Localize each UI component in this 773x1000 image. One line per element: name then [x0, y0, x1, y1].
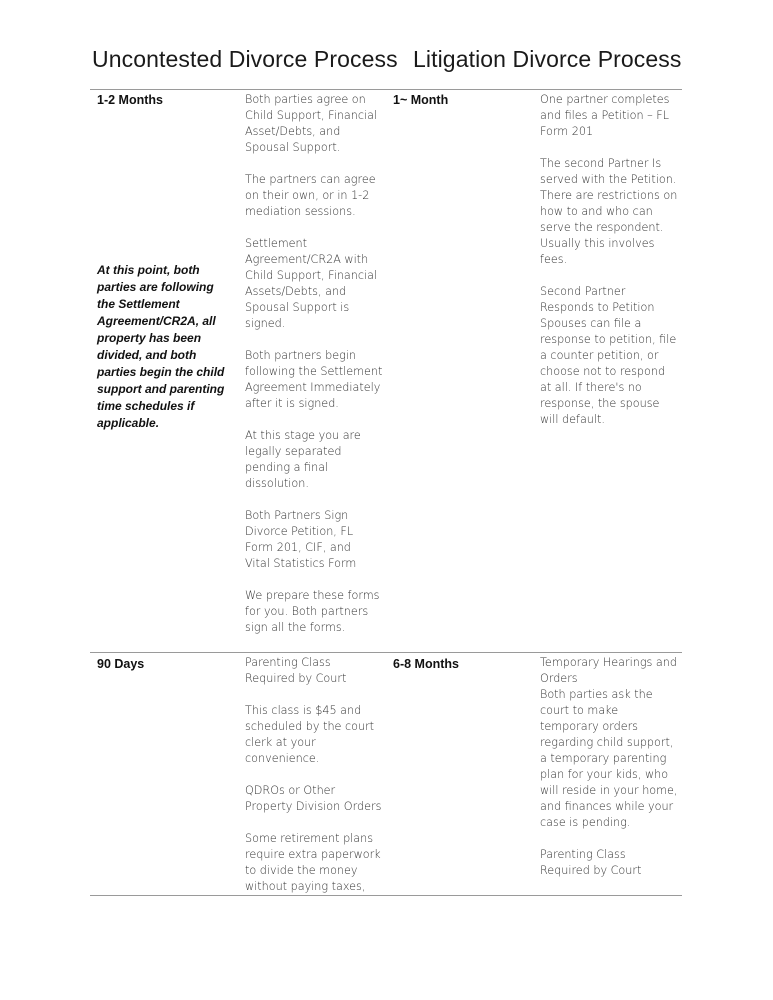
- uncontested-title: Uncontested Divorce Process: [92, 46, 398, 72]
- step-paragraph: The second Partner Is served with the Petition. There are restrictions on how to and who can serve the respondent. Usually this involves fees.: [540, 157, 678, 266]
- table-top-rule: [90, 89, 682, 90]
- uncontested-note: At this point, both parties are following the Settlement Agreement/CR2A, all property has been divided, and both parties begin the child support and parenting time schedules if applicable.: [97, 263, 225, 430]
- step-paragraph: We prepare these forms for you. Both partners sign all the forms.: [245, 589, 380, 634]
- step-paragraph: The partners can agree on their own, or in 1-2 mediation sessions.: [245, 173, 376, 218]
- uncontested-timeframe-2: 90 Days: [97, 657, 145, 671]
- step-paragraph: This class is $45 and scheduled by the court clerk at your convenience.: [245, 704, 375, 765]
- litigation-steps-1: [540, 92, 685, 428]
- litigation-steps-2: [540, 655, 685, 879]
- step-paragraph: Settlement Agreement/CR2A with Child Support, Financial Assets/Debts, and Spousal Support is signed.: [245, 237, 378, 330]
- uncontested-timeframe-1: 1-2 Months: [97, 93, 163, 107]
- step-paragraph: Both Partners Sign Divorce Petition, FL Form 201, CIF, and Vital Statistics Form: [245, 509, 357, 570]
- step-paragraph: Both partners begin following the Settlement Agreement Immediately after it is signed.: [245, 349, 383, 410]
- uncontested-steps-1: [245, 92, 390, 636]
- step-paragraph: One partner completes and files a Petition – FL Form 201: [540, 93, 670, 138]
- table-bottom-rule: [90, 895, 682, 896]
- step-paragraph: Parenting Class Required by Court: [245, 656, 347, 685]
- step-paragraph: QDROs or Other Property Division Orders: [245, 784, 382, 813]
- step-paragraph: Temporary Hearings and Orders Both parties ask the court to make temporary orders regarding child support, a temporary parenting plan for your kids, who will reside in your home, and finances while your case is pending.: [540, 656, 678, 829]
- litigation-timeframe-1: 1~ Month: [393, 93, 449, 107]
- step-paragraph: Some retirement plans require extra paperwork to divide the money without paying taxes,: [245, 832, 381, 893]
- litigation-timeframe-2: 6-8 Months: [393, 657, 459, 671]
- litigation-title: Litigation Divorce Process: [413, 46, 682, 72]
- step-paragraph: Parenting Class Required by Court: [540, 848, 642, 877]
- step-paragraph: At this stage you are legally separated pending a final dissolution.: [245, 429, 361, 490]
- step-paragraph: Both parties agree on Child Support, Financial Asset/Debts, and Spousal Support.: [245, 93, 378, 154]
- uncontested-steps-2: [245, 655, 390, 895]
- section-divider-rule: [90, 652, 682, 653]
- step-paragraph: Second Partner Responds to Petition Spouses can file a response to petition, file a counter petition, or choose not to respond at all. If there's no response, the spouse will default.: [540, 285, 677, 426]
